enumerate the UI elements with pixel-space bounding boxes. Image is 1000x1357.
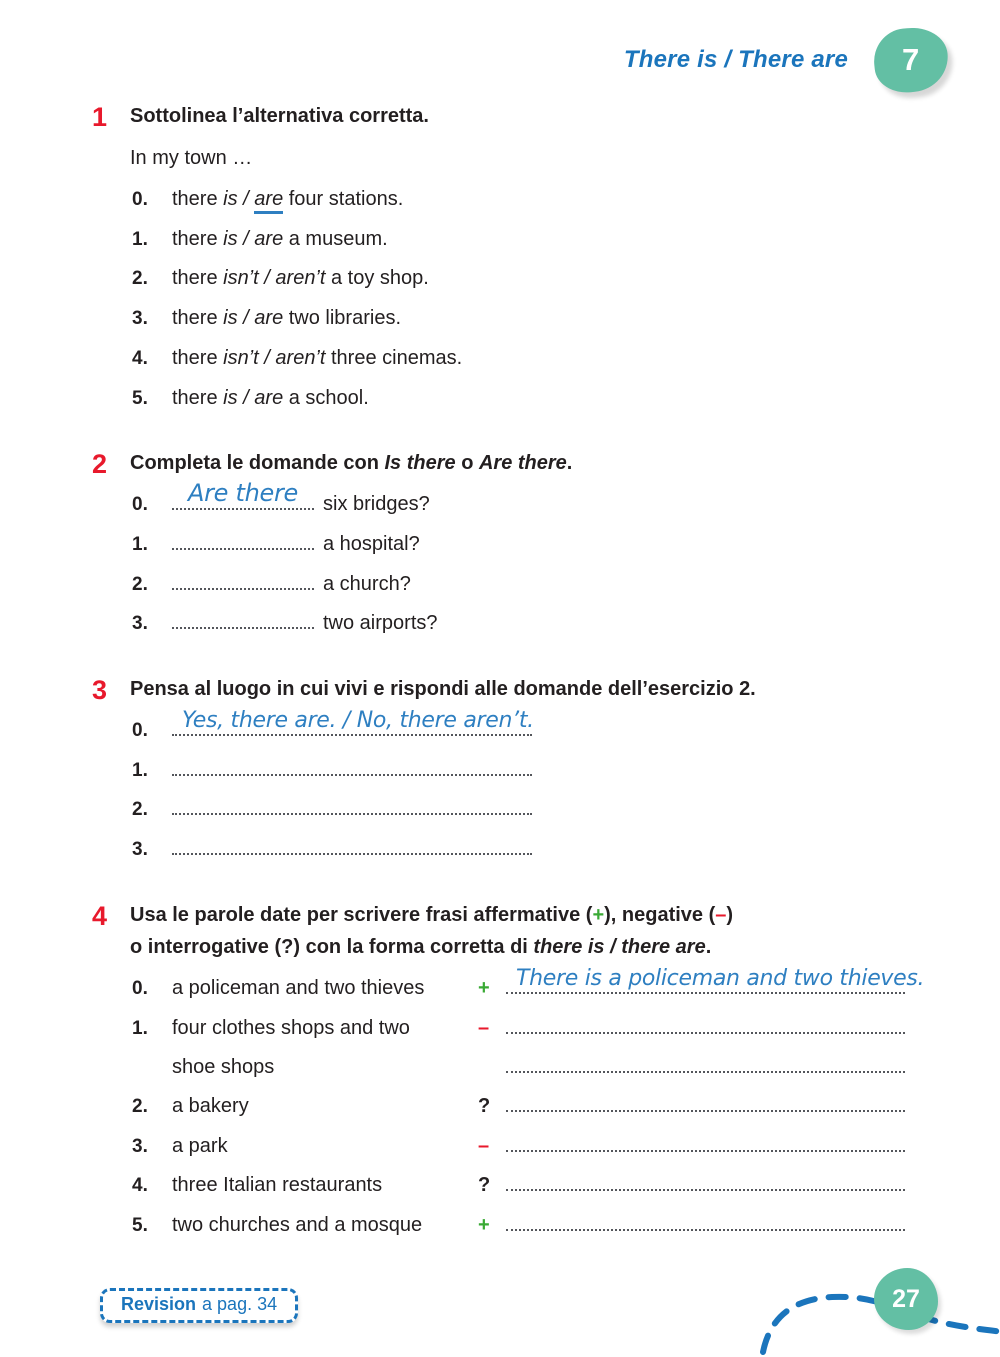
exercise-title: Completa le domande con Is there o Are there. — [130, 452, 573, 475]
exercise-3-head — [92, 677, 905, 705]
unit-header — [624, 28, 948, 92]
answer-line — [506, 965, 925, 994]
minus-sign: – — [478, 1134, 490, 1157]
exercise-1-items — [132, 180, 905, 418]
exercise-2-items — [132, 479, 905, 644]
answer-line — [172, 801, 532, 815]
exercise-item — [132, 180, 905, 220]
item-number: 0. — [132, 494, 148, 516]
answer-line — [506, 1217, 905, 1231]
item-words: a bakery — [172, 1094, 249, 1117]
exercise-item — [132, 1166, 905, 1206]
item-number: 4. — [132, 1175, 148, 1197]
item-text: a hospital? — [323, 532, 420, 555]
exercise-item — [132, 1127, 905, 1167]
exercise-3-items — [132, 708, 905, 870]
exercise-1-intro: In my town … — [130, 147, 253, 169]
item-words: two churches and a mosque — [172, 1214, 423, 1237]
exercise-title: Usa le parole date per scrivere frasi affermative (+), negative (–) o interrogative (?) con la forma corretta di there is / there are. — [130, 903, 734, 958]
exercise-item — [132, 339, 905, 379]
item-text: two airports? — [323, 612, 438, 635]
unit-number-badge — [871, 24, 951, 95]
exercise-number: 2 — [92, 449, 108, 480]
exercise-4-head — [92, 900, 905, 963]
plus-sign: + — [478, 976, 490, 999]
exercise-item — [132, 1087, 905, 1127]
item-number: 2. — [132, 573, 148, 595]
item-text: there is / are four stations. — [172, 188, 403, 214]
item-number: 3. — [132, 613, 148, 635]
answer-line — [506, 1098, 905, 1112]
revision-page-ref: a pag. 34 — [202, 1294, 278, 1314]
exercise-item — [132, 259, 905, 299]
revision-box — [100, 1288, 298, 1323]
answer-line — [506, 1177, 905, 1191]
exercise-title: Sottolinea l’alternativa corretta. — [130, 105, 429, 127]
handwritten-answer: Are there — [188, 479, 298, 508]
item-text: six bridges? — [323, 493, 430, 516]
item-words: three Italian restaurants — [172, 1174, 383, 1197]
exercise-item — [132, 565, 905, 605]
exercise-item — [132, 525, 905, 565]
answer-line — [172, 841, 532, 855]
question-sign: ? — [478, 1174, 491, 1197]
answer-line — [172, 576, 314, 590]
handwritten-answer: There is a policeman and two thieves. — [516, 965, 925, 991]
item-number: 2. — [132, 799, 148, 821]
page-content — [92, 102, 925, 1246]
exercise-2-head — [92, 451, 905, 479]
exercise-item — [132, 299, 905, 339]
item-text: there isn’t / aren’t three cinemas. — [172, 346, 463, 369]
exercise-item — [132, 751, 905, 791]
answer-line — [172, 536, 314, 550]
item-number: 3. — [132, 1135, 148, 1157]
minus-sign: – — [478, 1016, 490, 1039]
exercise-2 — [92, 451, 905, 644]
revision-label: Revision — [121, 1294, 197, 1314]
item-words: shoe shops — [172, 1056, 275, 1079]
item-number: 0. — [132, 977, 148, 999]
item-number: 1. — [132, 228, 148, 250]
handwritten-answer: Yes, there are. / No, there aren’t. — [182, 708, 534, 734]
exercise-4-items — [132, 965, 925, 1246]
exercise-3 — [92, 677, 905, 870]
exercise-title: Pensa al luogo in cui vivi e rispondi alle domande dell’esercizio 2. — [130, 678, 756, 701]
exercise-item — [132, 830, 905, 870]
answer-line — [506, 1059, 905, 1073]
item-words: a park — [172, 1134, 228, 1157]
exercise-1 — [92, 104, 905, 418]
exercise-item-continuation — [132, 1048, 905, 1087]
item-number: 5. — [132, 387, 148, 409]
item-number: 3. — [132, 839, 148, 861]
item-text: there is / are a museum. — [172, 227, 388, 250]
item-number: 1. — [132, 759, 148, 781]
item-number: 0. — [132, 720, 148, 742]
plus-sign: + — [592, 903, 605, 926]
exercise-item — [132, 604, 905, 644]
exercise-number: 3 — [92, 675, 108, 706]
answer-line — [172, 479, 314, 510]
exercise-item — [132, 379, 905, 419]
plus-sign: + — [478, 1214, 490, 1237]
item-number: 2. — [132, 268, 148, 290]
item-text: a church? — [323, 572, 411, 595]
exercise-1-head — [92, 104, 905, 132]
item-number: 2. — [132, 1095, 148, 1117]
item-number: 5. — [132, 1215, 148, 1237]
answer-line — [506, 1020, 905, 1034]
item-number: 4. — [132, 347, 148, 369]
page-number-badge — [874, 1268, 938, 1330]
answer-line — [172, 615, 314, 629]
exercise-number: 4 — [92, 900, 108, 931]
answer-line — [172, 708, 534, 736]
unit-number: 7 — [902, 42, 920, 77]
minus-sign: – — [715, 903, 727, 926]
page-number: 27 — [892, 1284, 920, 1313]
exercise-number: 1 — [92, 102, 108, 132]
answer-line — [172, 762, 532, 776]
exercise-item — [132, 965, 925, 1009]
item-number: 0. — [132, 189, 148, 210]
exercise-4 — [92, 900, 925, 1246]
exercise-item — [132, 1009, 905, 1049]
item-text: there is / are a school. — [172, 386, 369, 409]
exercise-item — [132, 479, 905, 525]
item-text: there is / are two libraries. — [172, 307, 401, 330]
item-number: 3. — [132, 308, 148, 330]
exercise-item — [132, 790, 905, 830]
item-words: four clothes shops and two — [172, 1016, 410, 1039]
exercise-item — [132, 220, 905, 260]
answer-line — [506, 1138, 905, 1152]
item-number: 1. — [132, 1017, 148, 1039]
unit-title: There is / There are — [623, 46, 848, 73]
item-words: a policeman and two thieves — [172, 976, 425, 999]
underlined-answer: are — [254, 188, 283, 214]
item-text: there isn’t / aren’t a toy shop. — [172, 267, 429, 290]
exercise-item — [132, 708, 905, 751]
question-sign: ? — [478, 1094, 491, 1117]
item-number: 1. — [132, 533, 148, 555]
